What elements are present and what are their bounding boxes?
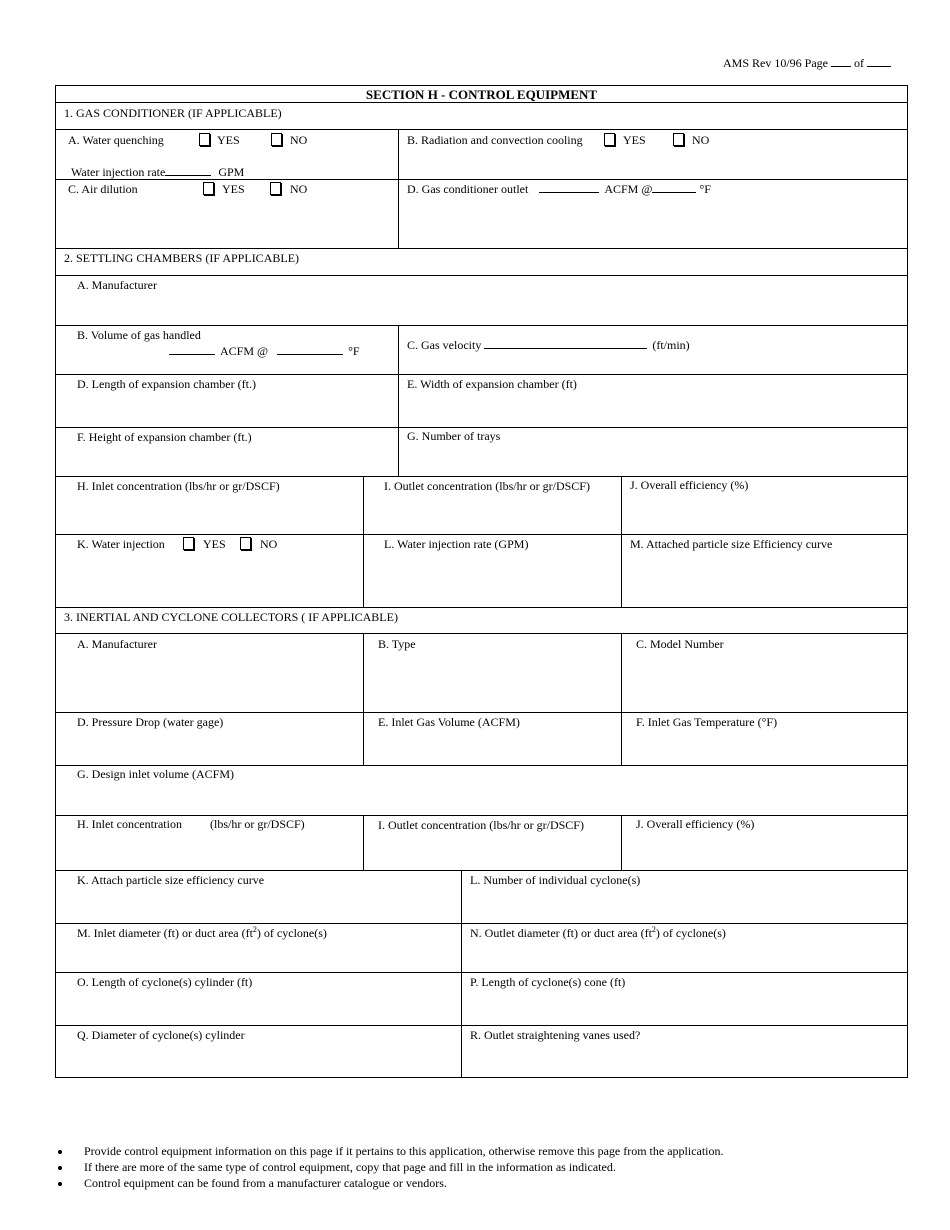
cyclone-inlet-concentration-label: H. Inlet concentration (77, 817, 182, 831)
cyclone-efficiency-label: J. Overall efficiency (%) (636, 817, 755, 831)
radiation-cooling-label: B. Radiation and convection cooling (407, 133, 583, 147)
inlet-diameter-label: M. Inlet diameter (ft) or duct area $(ft^2)$ of cyclone(s) (77, 925, 327, 940)
water-injection-no-label: NO (260, 537, 278, 551)
volume-acfm-label: ACFM @ (220, 344, 269, 358)
water-quenching-label: A. Water quenching (68, 133, 164, 147)
note-item: Control equipment can be found from a manufacturer catalogue or vendors. (84, 1176, 447, 1190)
outlet-acfm-label: ACFM @ (604, 182, 653, 196)
chamber-width-label: E. Width of expansion chamber (ft) (407, 377, 577, 391)
pressure-drop-label: D. Pressure Drop (water gage) (77, 715, 224, 729)
volume-temperature-field[interactable] (277, 344, 343, 355)
bullet-icon (58, 1150, 62, 1154)
outlet-diameter-label: N. Outlet diameter (ft) or duct area $(ft^2)$ of cyclone(s) (470, 925, 726, 940)
cyclone-heading: 3. INERTIAL AND CYCLONE COLLECTORS ( IF APPLICABLE) (64, 610, 398, 624)
outlet-temperature-field[interactable] (652, 182, 696, 193)
gas-conditioner-outlet-label: D. Gas conditioner outlet (407, 182, 529, 196)
radiation-cooling-no-label: NO (692, 133, 710, 147)
water-injection-rate-label: Water injection rate (71, 165, 166, 179)
volume-degf-label: °F (348, 344, 360, 358)
inlet-gas-temperature-label: F. Inlet Gas Temperature (°F) (636, 715, 778, 729)
water-quenching-yes-checkbox[interactable] (199, 133, 210, 146)
of-text: of (854, 56, 864, 70)
gas-velocity-field[interactable] (484, 338, 647, 349)
design-inlet-volume-label: G. Design inlet volume (ACFM) (77, 767, 234, 781)
particle-efficiency-curve-label: M. Attached particle size Efficiency curve (630, 537, 833, 551)
air-dilution-yes-label: YES (222, 182, 245, 196)
cone-length-label: P. Length of cyclone(s) cone (ft) (470, 975, 626, 989)
note-item: Provide control equipment information on this page if it pertains to this application, otherwise remove this page from the application. (84, 1144, 724, 1158)
gas-velocity-label: C. Gas velocity (407, 338, 482, 352)
section-title: SECTION H - CONTROL EQUIPMENT (365, 87, 598, 102)
gpm-label: GPM (218, 165, 245, 179)
revision-text: AMS Rev 10/96 Page (723, 56, 828, 70)
water-injection-yes-checkbox[interactable] (183, 537, 194, 550)
page-total-field[interactable] (867, 56, 891, 67)
radiation-cooling-yes-checkbox[interactable] (604, 133, 615, 146)
cylinder-length-label: O. Length of cyclone(s) cylinder (ft) (77, 975, 253, 989)
cyclone-inlet-units-label: (lbs/hr or gr/DSCF) (210, 817, 305, 831)
page-number-field[interactable] (831, 56, 851, 67)
number-of-cyclones-label: L. Number of individual cyclone(s) (470, 873, 641, 887)
water-injection-label: K. Water injection (77, 537, 165, 551)
straightening-vanes-label: R. Outlet straightening vanes used? (470, 1028, 641, 1042)
water-injection-rate-field[interactable] (165, 165, 211, 176)
cyclone-outlet-concentration-label: I. Outlet concentration (lbs/hr or gr/DSCF) (378, 818, 584, 832)
outlet-acfm-field[interactable] (539, 182, 599, 193)
page-revision (723, 56, 891, 70)
chamber-length-label: D. Length of expansion chamber (ft.) (77, 377, 256, 391)
volume-gas-row (169, 344, 360, 358)
outlet-degf-label: °F (699, 182, 711, 196)
radiation-cooling-yes-label: YES (623, 133, 646, 147)
chamber-height-label: F. Height of expansion chamber (ft.) (77, 430, 252, 444)
radiation-cooling-no-checkbox[interactable] (673, 133, 684, 146)
bullet-icon (58, 1166, 62, 1170)
water-quenching-yes-label: YES (217, 133, 240, 147)
cyclone-model-label: C. Model Number (636, 637, 724, 651)
settling-manufacturer-label: A. Manufacturer (77, 278, 157, 292)
water-quenching-no-label: NO (290, 133, 308, 147)
settling-chambers-heading: 2. SETTLING CHAMBERS (IF APPLICABLE) (64, 251, 300, 265)
settling-outlet-concentration-label: I. Outlet concentration (lbs/hr or gr/DSCF) (384, 479, 590, 493)
air-dilution-label: C. Air dilution (68, 182, 138, 196)
settling-efficiency-label: J. Overall efficiency (%) (630, 478, 749, 492)
cyclone-manufacturer-label: A. Manufacturer (77, 637, 157, 651)
inlet-gas-volume-label: E. Inlet Gas Volume (ACFM) (378, 715, 520, 729)
air-dilution-yes-checkbox[interactable] (203, 182, 214, 195)
water-injection-rate-gpm-label: L. Water injection rate (GPM) (384, 537, 529, 551)
volume-acfm-field[interactable] (169, 344, 215, 355)
attach-curve-label: K. Attach particle size efficiency curve (77, 873, 265, 887)
cyclone-type-label: B. Type (378, 637, 416, 651)
gas-conditioner-heading: 1. GAS CONDITIONER (IF APPLICABLE) (64, 106, 282, 120)
settling-inlet-concentration-label: H. Inlet concentration (lbs/hr or gr/DSCF) (77, 479, 280, 493)
water-injection-no-checkbox[interactable] (240, 537, 251, 550)
volume-gas-label: B. Volume of gas handled (77, 328, 201, 342)
cylinder-diameter-label: Q. Diameter of cyclone(s) cylinder (77, 1028, 245, 1042)
gas-velocity-row (407, 338, 690, 352)
gas-conditioner-outlet-row (407, 182, 711, 196)
air-dilution-no-label: NO (290, 182, 308, 196)
water-injection-rate-row (71, 165, 244, 179)
number-of-trays-label: G. Number of trays (407, 429, 501, 443)
bullet-icon (58, 1182, 62, 1186)
ft-min-label: (ft/min) (652, 338, 690, 352)
water-injection-yes-label: YES (203, 537, 226, 551)
air-dilution-no-checkbox[interactable] (270, 182, 281, 195)
water-quenching-no-checkbox[interactable] (271, 133, 282, 146)
note-item: If there are more of the same type of control equipment, copy that page and fill in the information as indicated. (84, 1160, 616, 1174)
